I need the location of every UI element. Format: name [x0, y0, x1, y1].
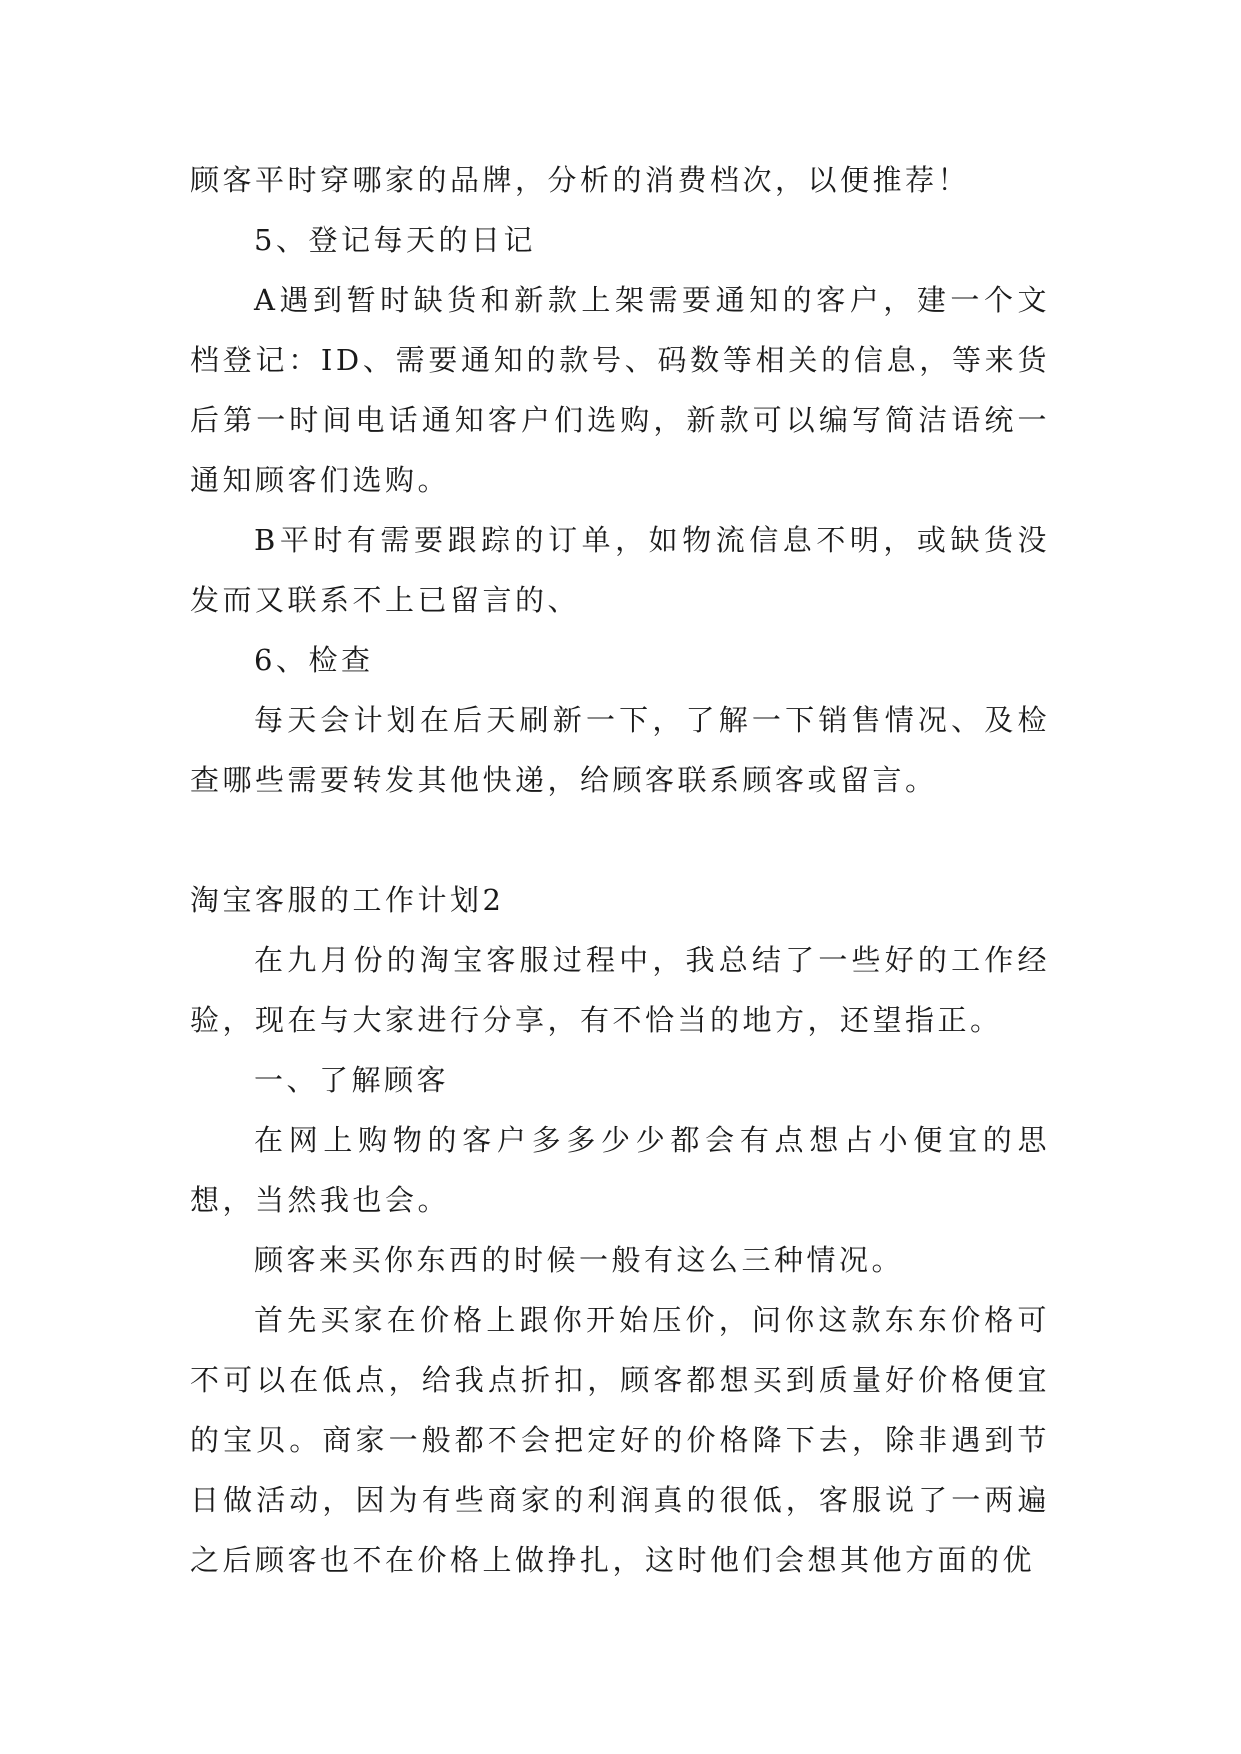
paragraph: B平时有需要跟踪的订单，如物流信息不明，或缺货没发而又联系不上已留言的、 — [190, 523, 1050, 617]
paragraph: 每天会计划在后天刷新一下，了解一下销售情况、及检查哪些需要转发其他快递，给顾客联系顾客或留言。 — [190, 703, 1050, 797]
paragraph: A遇到暂时缺货和新款上架需要通知的客户，建一个文档登记：ID、需要通知的款号、码数等相关的信息，等来货后第一时间电话通知客户们选购，新款可以编写简洁语统一通知顾客们选购。 — [190, 283, 1050, 497]
section-spacer — [190, 810, 1050, 870]
section-heading-5: 5、登记每天的日记 — [254, 223, 536, 257]
paragraph: 在网上购物的客户多多少少都会有点想占小便宜的思想，当然我也会。 — [190, 1123, 1050, 1217]
paragraph: 首先买家在价格上跟你开始压价，问你这款东东价格可不可以在低点，给我点折扣，顾客都想买到质量好价格便宜的宝贝。商家一般都不会把定好的价格降下去，除非遇到节日做活动，因为有些商家的利润真的很低，客服说了一两遍之后顾客也不在价格上做挣扎，这时他们会想其他方面的优 — [190, 1303, 1050, 1577]
document-body — [190, 150, 1050, 1590]
paragraph: 顾客平时穿哪家的品牌，分析的消费档次，以便推荐！ — [190, 163, 971, 197]
section-heading-6: 6、检查 — [254, 643, 374, 677]
subsection-heading: 一、了解顾客 — [254, 1063, 450, 1097]
paragraph: 在九月份的淘宝客服过程中，我总结了一些好的工作经验，现在与大家进行分享，有不恰当的地方，还望指正。 — [190, 943, 1050, 1037]
paragraph: 顾客来买你东西的时候一般有这么三种情况。 — [254, 1243, 905, 1277]
section-title: 淘宝客服的工作计划2 — [190, 883, 505, 917]
